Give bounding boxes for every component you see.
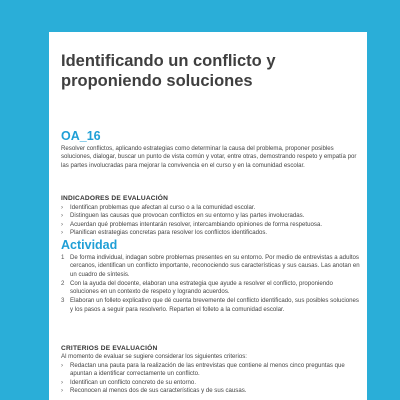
step-number: 2 xyxy=(61,279,65,287)
bullet-chevron-icon: › xyxy=(61,212,64,220)
activity-steps xyxy=(61,254,361,315)
activity-step: 3 Elaboran un folleto explicativo que dé cuenta brevemente del conflicto identificado, sus posibles soluciones y los pasos a seguir para resolverlo. Reparten el folleto a la comunidad escolar. xyxy=(61,297,359,313)
objective-code: OA_16 xyxy=(61,129,101,143)
indicators-list xyxy=(61,204,361,238)
indicator-item: › Acuerdan qué problemas intentarán resolver, intercambiando opiniones de forma respetuosa. xyxy=(61,220,323,228)
indicators-heading: INDICADORES DE EVALUACIÓN xyxy=(61,195,169,202)
bullet-chevron-icon: › xyxy=(61,220,64,228)
criteria-item: › Reconocen al menos dos de sus características y de sus causas. xyxy=(61,387,247,395)
bullet-chevron-icon: › xyxy=(61,204,64,211)
objective-text: Resolver conflictos, aplicando estrategias como determinar la causa del problema, proponer posibles soluciones, dialogar, buscar un punto de vista común y votar, entre otras, demostrando respeto y empatía por las partes involucradas para mejorar la convivencia en el curso y en la comunidad escolar. xyxy=(61,145,357,169)
activity-step: 1 De forma individual, indagan sobre problemas presentes en su entorno. Por medio de entrevistas a adultos cercanos, identifican un conflicto importante, reconociendo sus características y sus causas. Las anotan en un cuadro de síntesis. xyxy=(61,254,360,278)
bullet-chevron-icon: › xyxy=(61,362,64,369)
criteria-list xyxy=(61,362,361,396)
criteria-intro: Al momento de evaluar se sugiere considerar los siguientes criterios: xyxy=(61,353,247,360)
bullet-chevron-icon: › xyxy=(61,387,64,395)
page-title: Identificando un conflicto y proponiendo soluciones xyxy=(61,52,276,90)
step-number: 1 xyxy=(61,254,65,261)
indicator-item: › Planifican estrategias concretas para resolver los conflictos identificados. xyxy=(61,229,268,237)
indicator-item: › Identifican problemas que afectan al curso o a la comunidad escolar. xyxy=(61,204,256,211)
criteria-item: › Identifican un conflicto concreto de su entorno. xyxy=(61,378,197,386)
step-number: 3 xyxy=(61,297,65,305)
indicator-item: › Distinguen las causas que provocan conflictos en su entorno y las partes involucradas. xyxy=(61,212,305,220)
criteria-item: › Redactan una pauta para la realización de las entrevistas que contiene al menos cinco preguntas que apuntan a identificar correctamente un conflicto. xyxy=(61,362,345,378)
bullet-chevron-icon: › xyxy=(61,378,64,386)
criteria-heading: CRITERIOS DE EVALUACIÓN xyxy=(61,345,158,352)
activity-heading: Actividad xyxy=(61,238,118,252)
worksheet-page xyxy=(49,32,367,400)
bullet-chevron-icon: › xyxy=(61,229,64,237)
activity-step: 2 Con la ayuda del docente, elaboran una estrategia que ayude a resolver el conflicto, proponiendo soluciones en un contexto de respeto y logrando acuerdos. xyxy=(61,279,333,296)
